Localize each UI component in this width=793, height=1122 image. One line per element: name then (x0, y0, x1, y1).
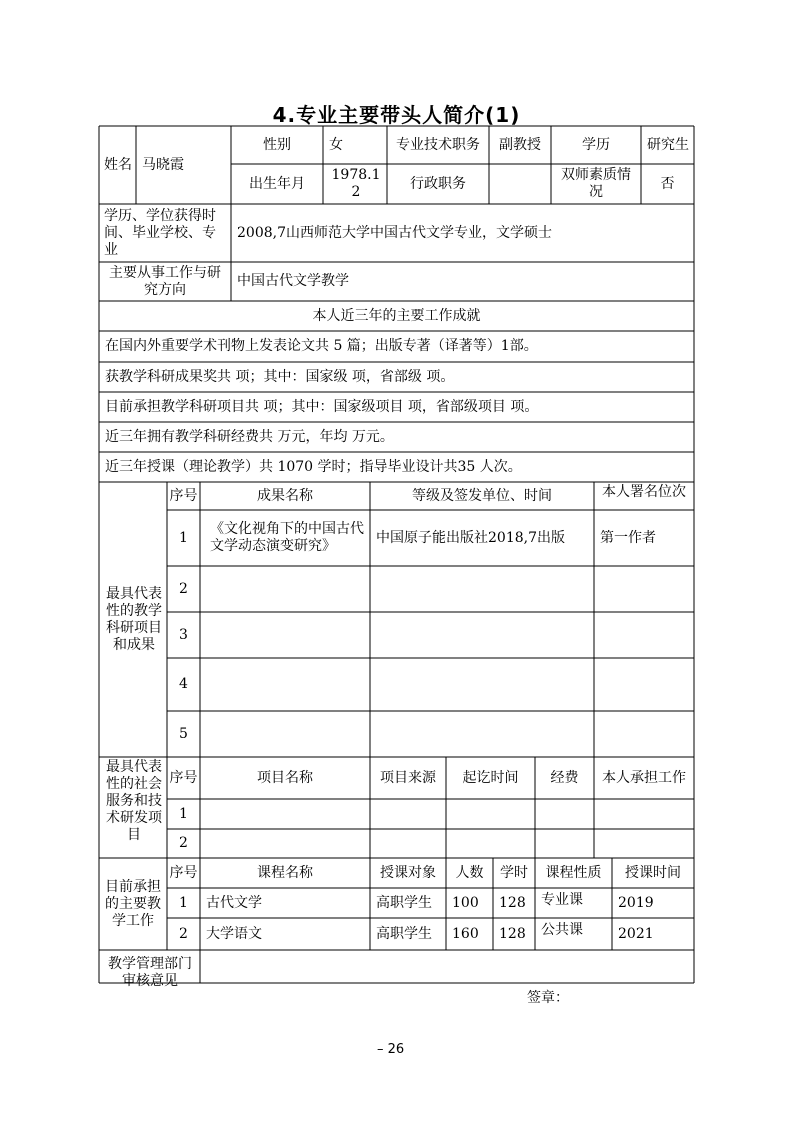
birth-value: 1978.12 (331, 167, 381, 200)
teach-row-hours: 128 (499, 925, 526, 942)
admin-value (489, 164, 551, 204)
gender-value: 女 (329, 136, 343, 153)
teach-row-course: 古代文学 (206, 894, 262, 911)
education-label: 学历、学位获得时间、毕业学校、专业 (104, 207, 216, 258)
teach-row-time: 2019 (618, 894, 654, 911)
rep-row-no: 4 (179, 676, 188, 692)
teach-header-nature: 课程性质 (545, 864, 602, 881)
title-label: 专业技术职务 (396, 136, 480, 153)
achievement-line: 在国内外重要学术刊物上发表论文共 5 篇；出版专著（译著等）1部。 (105, 338, 538, 354)
achievement-line: 近三年拥有教学科研经费共 万元，年均 万元。 (105, 428, 394, 445)
rep-row-unit: 中国原子能出版社2018,7出版 (376, 529, 565, 546)
teaching-label: 目前承担的主要教学工作 (105, 878, 161, 929)
rep-header-unit: 等级及签发单位、时间 (412, 487, 552, 504)
achievement-line: 近三年授课（理论教学）共 1070 学时；指导毕业设计共35 人次。 (105, 458, 522, 475)
representative-label: 最具代表性的教学科研项目和成果 (106, 585, 162, 653)
rep-header-rank: 本人署名位次 (602, 484, 686, 500)
name-label: 姓名 (104, 156, 132, 173)
teach-header-no: 序号 (169, 864, 198, 881)
teach-row-target: 高职学生 (376, 894, 432, 911)
teach-row-no: 2 (179, 925, 188, 942)
achievement-line: 目前承担教学科研项目共 项；其中：国家级项目 项，省部级项目 项。 (105, 398, 539, 415)
page-number: – 26 (377, 1042, 405, 1057)
birth-label: 出生年月 (249, 175, 305, 192)
rep-row-no: 2 (179, 580, 188, 597)
dual-label: 双师素质情况 (561, 167, 631, 200)
svc-header-role: 本人承担工作 (602, 769, 686, 786)
teach-header-target: 授课对象 (380, 864, 436, 881)
rep-header-name: 成果名称 (257, 487, 313, 504)
svc-header-name: 项目名称 (257, 769, 313, 786)
teach-header-course: 课程名称 (257, 864, 313, 881)
svc-header-period: 起讫时间 (462, 769, 519, 786)
gender-label: 性别 (263, 136, 291, 153)
teach-header-count: 人数 (455, 864, 484, 881)
rep-header-no: 序号 (169, 487, 198, 504)
rep-row-no: 1 (179, 529, 188, 546)
review-label: 教学管理部门审核意见 (108, 956, 192, 989)
teach-row-count: 100 (452, 894, 479, 911)
rep-row-no: 3 (179, 626, 188, 643)
teach-row-no: 1 (179, 894, 188, 911)
title-value: 副教授 (499, 136, 541, 153)
svc-header-source: 项目来源 (380, 769, 436, 786)
achievements-heading: 本人近三年的主要工作成就 (312, 307, 481, 324)
teach-row-nature: 公共课 (541, 922, 583, 938)
admin-label: 行政职务 (410, 175, 466, 192)
edu-value: 研究生 (647, 136, 689, 153)
svc-row-no: 2 (179, 835, 188, 851)
teach-row-count: 160 (452, 925, 479, 942)
svc-header-fund: 经费 (550, 769, 579, 786)
education-value: 2008,7山西师范大学中国古代文学专业，文学硕士 (237, 224, 552, 241)
teach-header-time: 授课时间 (625, 864, 681, 881)
work-value: 中国古代文学教学 (237, 273, 349, 289)
achievement-line: 获教学科研成果奖共 项；其中：国家级 项，省部级 项。 (105, 368, 455, 385)
service-label: 最具代表性的社会服务和技术研发项目 (106, 759, 162, 843)
svc-header-no: 序号 (169, 769, 198, 786)
teach-row-hours: 128 (499, 894, 526, 911)
work-label: 主要从事工作与研究方向 (109, 264, 221, 298)
teach-row-nature: 专业课 (541, 892, 583, 908)
name-value: 马晓霞 (142, 156, 184, 173)
review-sign-label: 签章： (527, 989, 569, 1006)
rep-row-rank: 第一作者 (600, 529, 656, 546)
svc-row-no: 1 (179, 805, 188, 822)
page-title: 4.专业主要带头人简介(1) (272, 103, 521, 127)
teach-header-hours: 学时 (500, 864, 528, 881)
teach-row-course: 大学语文 (206, 925, 262, 942)
rep-row-no: 5 (179, 725, 188, 742)
dual-value: 否 (660, 175, 675, 192)
rep-row-name: 《文化视角下的中国古代文学动态演变研究》 (210, 521, 364, 554)
teach-row-target: 高职学生 (376, 925, 432, 942)
teach-row-time: 2021 (618, 925, 654, 942)
edu-label: 学历 (582, 136, 610, 153)
